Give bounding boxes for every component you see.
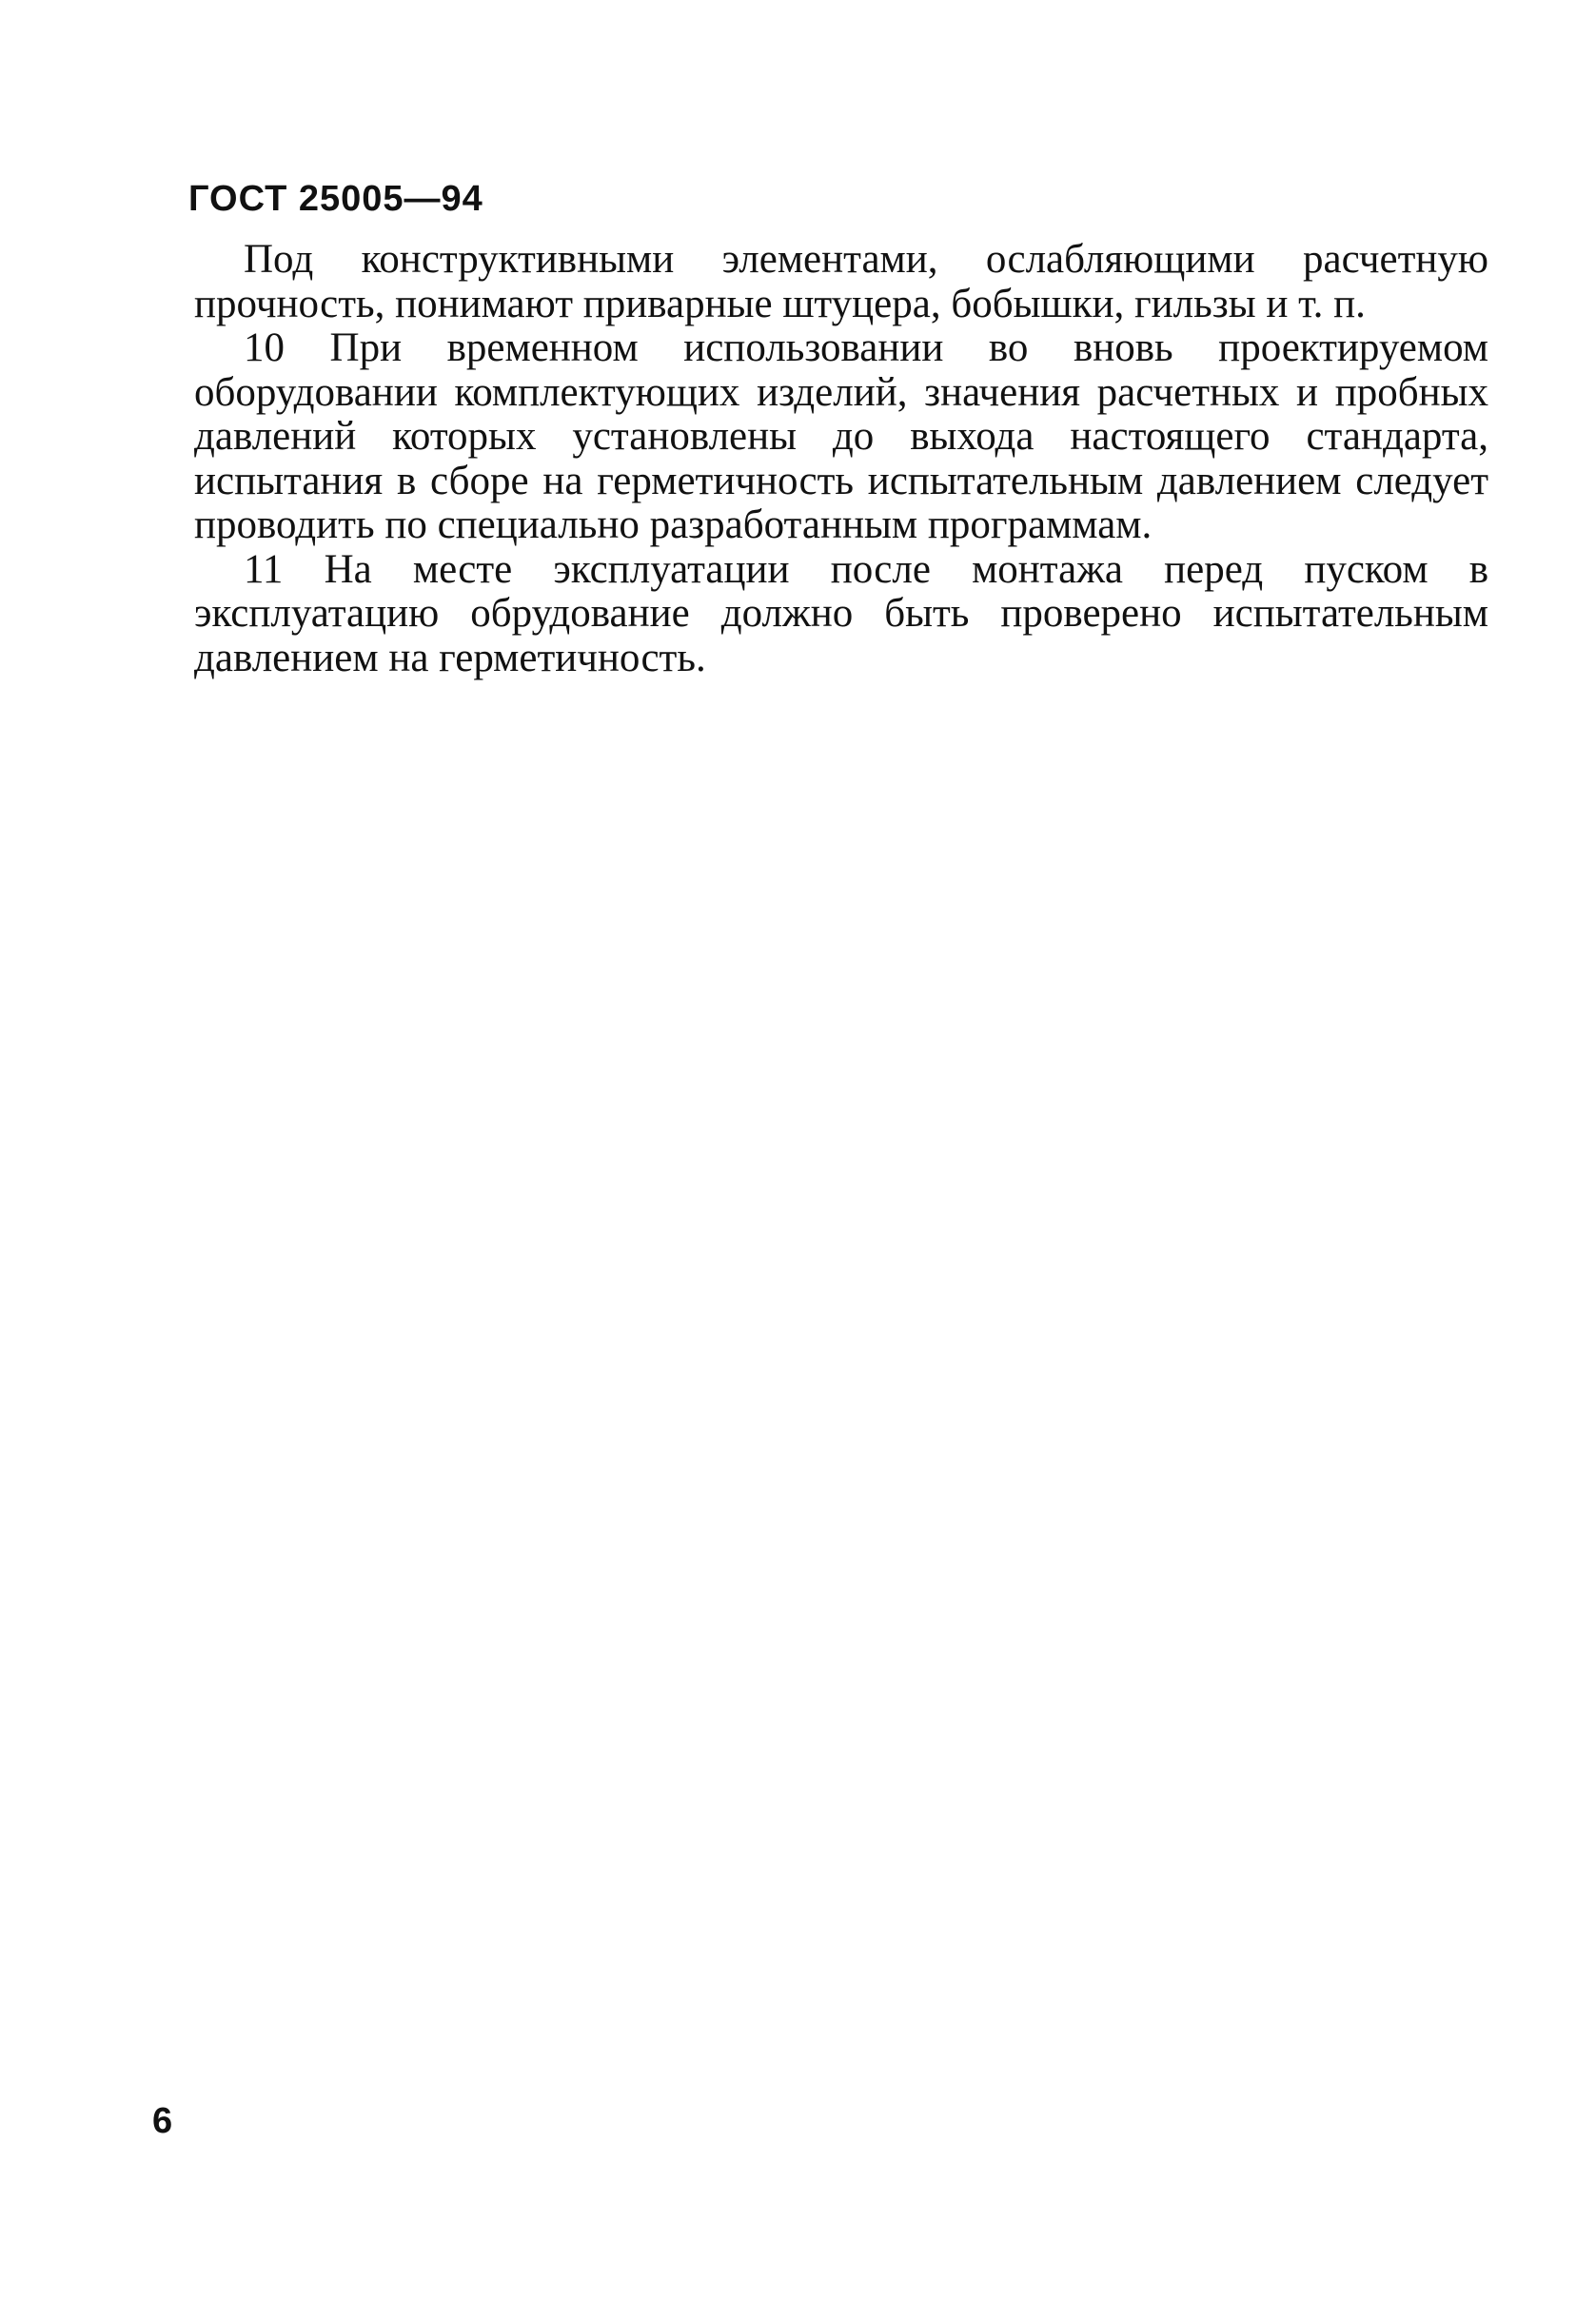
body-text <box>194 238 1488 680</box>
paragraph-definition: Под конструктивными элементами, ослабляющими расчетную прочность, понимают приварные штуцера, бобышки, гильзы и т. п. <box>194 237 1488 326</box>
paragraph-clause-11: 11 На месте эксплуатации после монтажа перед пуском в эксплуатацию обрудование должно быть проверено испытательным давлением на герметичность. <box>194 546 1488 680</box>
page-number: 6 <box>152 2101 173 2141</box>
paragraph-clause-10: 10 При временном использовании во вновь проектируемом оборудовании комплектующих изделий, значения расчетных и пробных давлений которых установлены до выхода настоящего стандарта, испытания в сборе на герметичность испытательным давлением следует проводить по специально разработанным программам. <box>194 325 1488 547</box>
document-header-code: ГОСТ 25005—94 <box>188 179 483 219</box>
